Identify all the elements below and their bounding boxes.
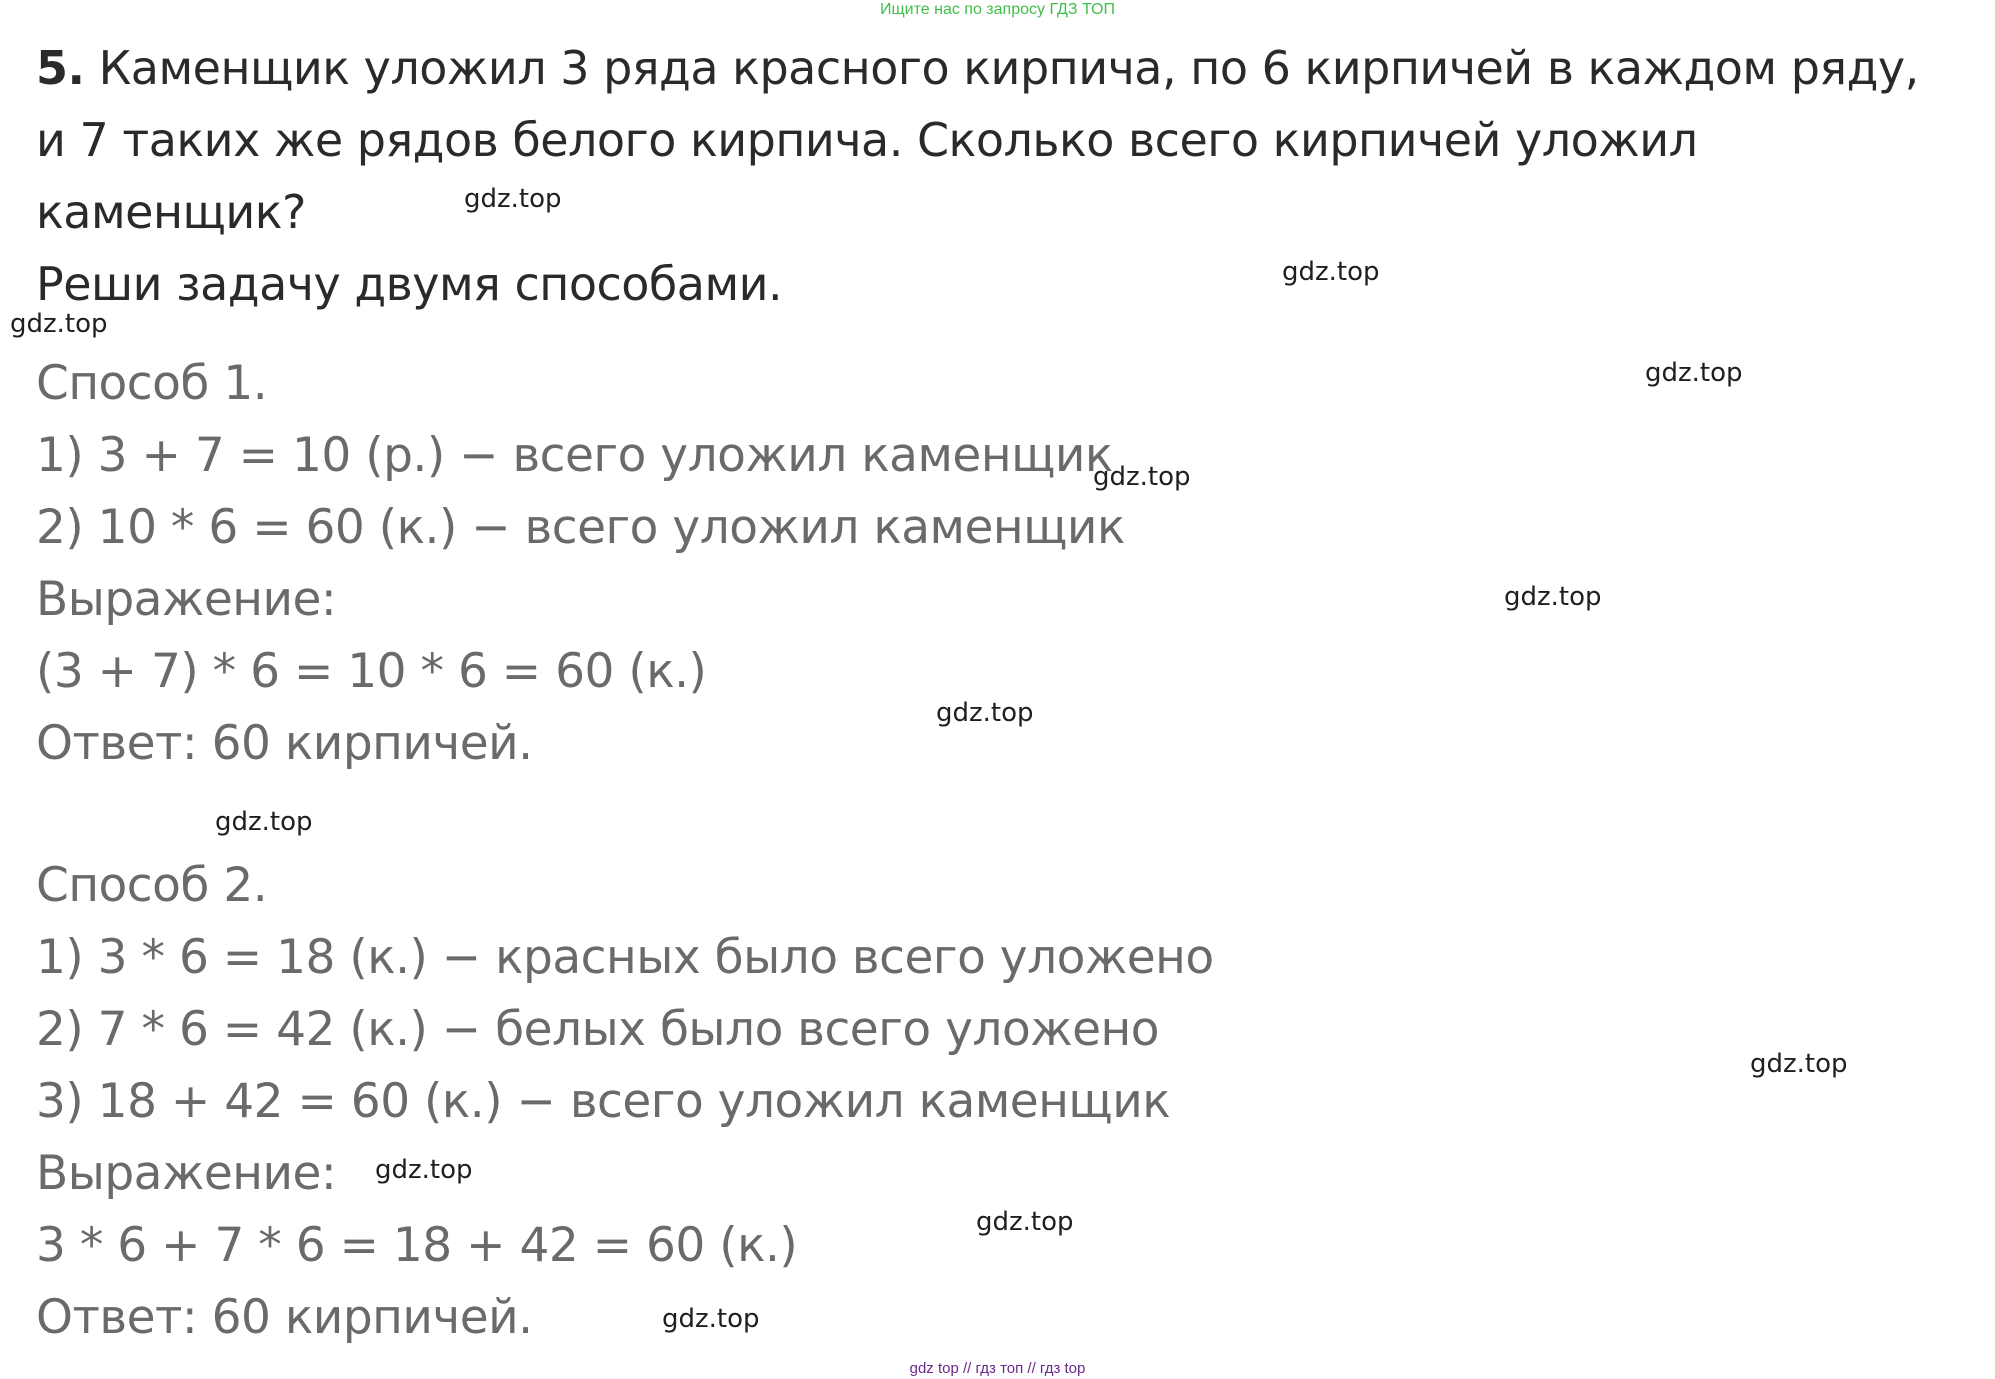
task-line-1 [36, 40, 1919, 96]
watermark: gdz.top [375, 1155, 473, 1185]
method2-step3: 3) 18 + 42 = 60 (к.) − всего уложил каменщик [36, 1074, 1171, 1129]
method1-expression: (3 + 7) * 6 = 10 * 6 = 60 (к.) [36, 644, 707, 699]
method2-expression: 3 * 6 + 7 * 6 = 18 + 42 = 60 (к.) [36, 1218, 798, 1273]
method2-title: Способ 2. [36, 858, 268, 913]
task-line-3: каменщик? [36, 185, 306, 239]
task-line-2: и 7 таких же рядов белого кирпича. Сколько всего кирпичей уложил [36, 113, 1698, 167]
watermark: gdz.top [1645, 358, 1743, 388]
method2-step1: 1) 3 * 6 = 18 (к.) − красных было всего уложено [36, 930, 1214, 985]
task-line-4: Реши задачу двумя способами. [36, 257, 783, 311]
watermark: gdz.top [662, 1304, 760, 1334]
top-banner: Ищите нас по запросу ГДЗ ТОП [880, 1, 1115, 18]
watermark: gdz.top [215, 807, 313, 837]
task-number: 5. [36, 41, 85, 95]
watermark: gdz.top [1282, 257, 1380, 287]
method1-step2: 2) 10 * 6 = 60 (к.) − всего уложил каменщик [36, 500, 1125, 555]
method2-answer: Ответ: 60 кирпичей. [36, 1290, 533, 1345]
method1-expr-label: Выражение: [36, 572, 337, 627]
watermark: gdz.top [936, 698, 1034, 728]
method1-answer: Ответ: 60 кирпичей. [36, 716, 533, 771]
bottom-banner: gdz top // гдз топ // гдз top [909, 1360, 1086, 1377]
task-text-1: Каменщик уложил 3 ряда красного кирпича, по 6 кирпичей в каждом ряду, [84, 41, 1919, 95]
method1-title: Способ 1. [36, 356, 268, 411]
watermark: gdz.top [464, 184, 562, 214]
method1-step1: 1) 3 + 7 = 10 (р.) − всего уложил каменщик [36, 428, 1113, 483]
watermark: gdz.top [1093, 462, 1191, 492]
method2-expr-label: Выражение: [36, 1146, 337, 1201]
watermark: gdz.top [10, 309, 108, 339]
method2-step2: 2) 7 * 6 = 42 (к.) − белых было всего уложено [36, 1002, 1159, 1057]
watermark: gdz.top [976, 1207, 1074, 1237]
watermark: gdz.top [1504, 582, 1602, 612]
watermark: gdz.top [1750, 1049, 1848, 1079]
